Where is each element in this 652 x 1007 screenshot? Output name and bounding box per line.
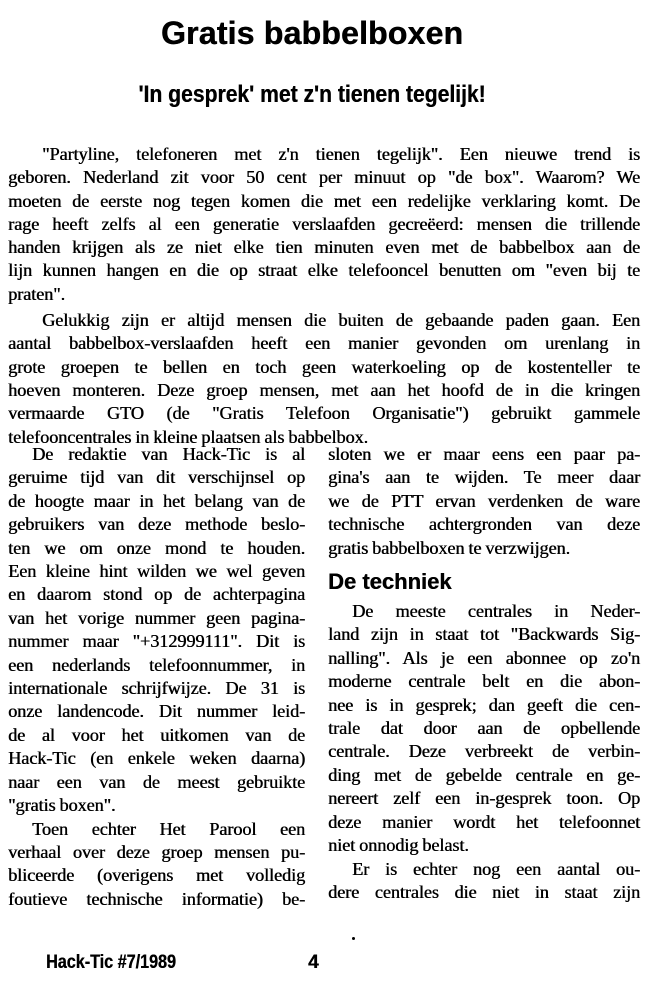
intro-section <box>8 143 640 449</box>
paragraph <box>328 600 640 857</box>
paragraph <box>8 818 305 912</box>
paragraph <box>8 143 640 306</box>
text-line: lijn kunnen hangen en die op straat elke telefooncel benutten om "even bij te <box>8 260 640 281</box>
text-line: onze landencode. Dit nummer leid- <box>8 701 305 722</box>
text-line: Toen echter Het Parool een <box>32 818 305 839</box>
text-line: sloten we er maar eens een paar pa- <box>328 444 640 464</box>
text-line: bliceerde (overigens met volledig <box>8 865 305 886</box>
text-line: nummer maar "+312999111". Dit is <box>8 631 305 652</box>
right-column <box>328 443 640 911</box>
left-column <box>8 443 305 911</box>
text-line: technische achtergronden van deze <box>328 514 640 535</box>
text-line: gina's aan te wijden. Te meer daar <box>328 467 640 488</box>
text-line: trale dat door aan de opbellende <box>328 718 640 739</box>
text-line: De redaktie van Hack-Tic is al <box>32 444 305 464</box>
section-heading: De techniek <box>328 569 452 595</box>
text-line: nereert zelf een in-gesprek toon. Op <box>328 788 640 809</box>
text-line: centrale. Deze verbreekt de verbin- <box>328 741 640 762</box>
text-line: naar een van de meest gebruikte <box>8 771 305 792</box>
text-line: moderne centrale belt en die abon- <box>328 671 640 692</box>
text-line: land zijn in staat tot "Backwards Sig- <box>328 624 640 645</box>
footer-page-number: 4 <box>308 952 319 973</box>
text-line: dere centrales die niet in staat zijn <box>328 881 640 902</box>
text-line: verhaal over deze groep mensen pu- <box>8 841 305 862</box>
text-line: Er is echter nog een aantal ou- <box>352 858 640 879</box>
text-line: Een kleine hint wilden we wel geven <box>8 561 305 582</box>
paragraph <box>328 443 640 560</box>
text-line: handen krijgen als ze niet elke tien minuten even met de babbelbox aan de <box>8 237 640 258</box>
text-line: "Partyline, telefoneren met z'n tienen tegelijk". Een nieuwe trend is <box>42 144 640 164</box>
article-title: Gratis babbelboxen <box>160 15 464 51</box>
text-line: ten we om onze mond te houden. <box>8 537 305 558</box>
text-line: moeten de eerste nog tegen komen die met een redelijke verklaring komt. De <box>8 190 640 211</box>
text-line: ding met de gebelde centrale en ge- <box>328 764 640 785</box>
footer-issue-label: Hack-Tic #7/1989 <box>46 952 176 973</box>
text-line: "gratis boxen". <box>8 795 116 816</box>
text-line: de al voor het uitkomen van de <box>8 724 305 745</box>
text-line: vermaarde GTO (de "Gratis Telefoon Organisatie") gebruikt gammele <box>8 403 640 424</box>
text-line: geruime tijd van dit verschijnsel op <box>8 467 305 488</box>
text-line: we de PTT ervan verdenken de ware <box>328 490 640 511</box>
text-line: nalling". Als je een abonnee op zo'n <box>328 647 640 668</box>
text-line: geboren. Nederland zit voor 50 cent per minuut op "de box". Waarom? We <box>8 167 640 188</box>
text-line: telefooncentrales in kleine plaatsen als babbelbox. <box>8 426 368 447</box>
text-line: en daarom stond op de achterpagina <box>8 584 305 605</box>
text-line: foutieve technische informatie) be- <box>8 888 305 909</box>
article-subtitle: 'In gesprek' met z'n tienen tegelijk! <box>138 81 486 108</box>
paragraph <box>8 309 640 449</box>
text-line: rage heeft zelfs al een generatie verslaafden gecreëerd: mensen die trillende <box>8 213 640 234</box>
text-line: van het vorige nummer geen pagina- <box>8 607 305 628</box>
text-line: gebruikers van deze methode beslo- <box>8 514 305 535</box>
text-line: de hoogte maar in het belang van de <box>8 490 305 511</box>
text-line: gratis babbelboxen te verzwijgen. <box>328 537 570 558</box>
paragraph <box>8 443 305 818</box>
text-line: De meeste centrales in Neder- <box>352 601 640 622</box>
text-line: een nederlands telefoonnummer, in <box>8 654 305 675</box>
text-line: internationale schrijfwijze. De 31 is <box>8 678 305 699</box>
text-line: niet onnodig belast. <box>328 835 469 856</box>
text-line: hoeven monteren. Deze groep mensen, met aan het hoofd de in die kringen <box>8 379 640 400</box>
text-line: Gelukkig zijn er altijd mensen die buiten de gebaande paden gaan. Een <box>42 310 640 331</box>
two-column-section <box>8 443 640 911</box>
text-line: nee is in gesprek; dan geeft die cen- <box>328 694 640 715</box>
text-line: praten". <box>8 283 65 304</box>
text-line: aantal babbelbox-verslaafden heeft een manier gevonden om urenlang in <box>8 333 640 354</box>
text-line: Hack-Tic (en enkele weken daarna) <box>8 748 305 769</box>
scan-artifact-dot <box>352 937 355 940</box>
paragraph <box>328 858 640 905</box>
text-line: grote groepen te bellen en toch geen waterkoeling op de kostenteller te <box>8 356 640 377</box>
text-line: deze manier wordt het telefoonnet <box>328 811 640 832</box>
